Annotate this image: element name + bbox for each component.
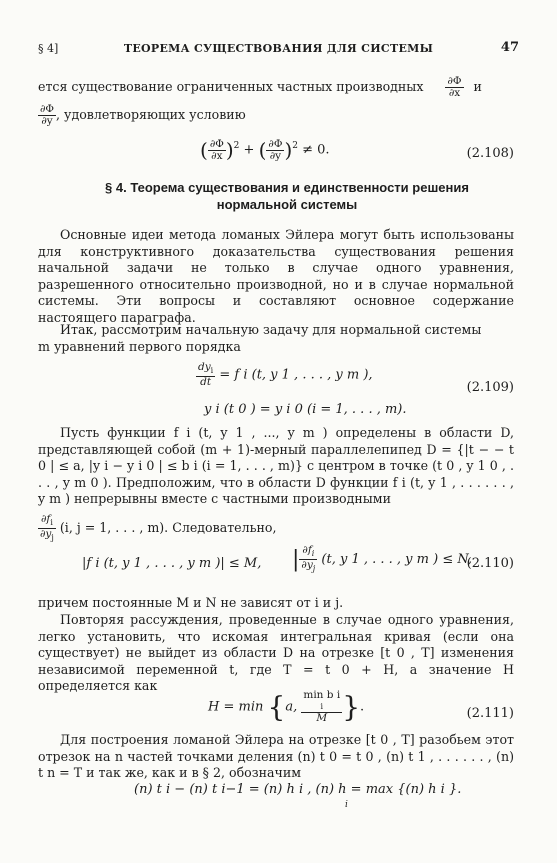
- section-heading: [60, 179, 514, 213]
- equation-number: (2.108): [466, 146, 514, 161]
- header-title: ТЕОРЕМА СУЩЕСТВОВАНИЯ ДЛЯ СИСТЕМЫ: [123, 42, 434, 55]
- equation-2-109-line1: $\frac{dy_i}{dt}$ = f i (t, y 1 , . . . , y m ),: [198, 361, 373, 389]
- equation-2-108: ( $\frac{\partial\Phi}{\partial x}$ )$^2$ + ( $\frac{\partial\Phi}{\partial y}$ )$^2$ ≠ 0.: [200, 137, 330, 162]
- equation-step-lengths: (n) t i − (n) t i−1 = (n) h i , (n) h = max {(n) h i }.: [134, 782, 462, 797]
- section-title-line: § 4. Теорема существования и единственности решения: [105, 180, 469, 195]
- fraction-dphi-dx: $\frac{\partial\Phi}{\partial x}$: [447, 75, 462, 99]
- text-word: и: [473, 79, 482, 94]
- paragraph-functions: Пусть функции f i (t, y 1 , ..., y m ) определены в области D, представляющей собой (m + 1)-мерный параллелепипед D = {|t − − t 0 | ≤ a, |y i − y i 0 | ≤ b i (i = 1, . . . , m)} с центром в точке (t 0 , y 1 0 , . . . , y m 0 ). Предположим, что в области D функции f i (t, y 1 , . . . . . . , y m ) непрерывны вместе с частными производными: [38, 425, 514, 507]
- paragraph-consider-2: m уравнений первого порядка: [38, 339, 241, 354]
- paragraph-repeat: Повторяя рассуждения, проведенные в случае одного уравнения, легко установить, что искомая интегральная кривая (если она существует) не выйдет из области D на отрезке [t 0 , T] изменения независимой переменной t, где T = t 0 + H, а значение H определяется как: [38, 612, 514, 694]
- text-line: ется существование ограниченных частных производных: [38, 79, 424, 94]
- paragraph-functions-tail: [38, 514, 514, 543]
- section-title-line: нормальной системы: [216, 197, 358, 212]
- equation-2-111: H = min {a, min b i i M }.: [208, 689, 365, 724]
- equation-number: (2.110): [466, 556, 514, 571]
- equation-2-109-line2: y i (t 0 ) = y i 0 (i = 1, . . . , m).: [204, 402, 407, 417]
- text-line: Итак, рассмотрим начальную задачу для нормальной системы: [60, 322, 482, 337]
- paragraph-top-2: [38, 104, 514, 127]
- fraction-dphi-dy: $\frac{\partial\Phi}{\partial y}$: [268, 137, 283, 162]
- fraction-dphi-dx: $\frac{\partial\Phi}{\partial x}$: [209, 137, 224, 162]
- paragraph-consider: [38, 322, 514, 339]
- header-section: § 4]: [38, 42, 59, 55]
- paragraph-top: [38, 76, 514, 99]
- running-header: [38, 42, 519, 56]
- paragraph-intro: Основные идеи метода ломаных Эйлера могут быть использованы для конструктивного доказательства существования решения начальной задачи не только в случае одного уравнения, разрешенного относительно производной, но и в случае нормальной системы. Эти вопросы и составляют основное содержание настоящего параграфа.: [38, 227, 514, 325]
- equation-number: (2.109): [466, 380, 514, 395]
- equation-max-sub: i: [345, 800, 348, 810]
- page-number: 47: [500, 40, 519, 55]
- equation-number: (2.111): [466, 706, 514, 721]
- paragraph-build: Для построения ломаной Эйлера на отрезке [t 0 , T] разобьем этот отрезок на n частей точками деления (n) t 0 = t 0 , (n) t 1 , . . . . . . , (n) t n = T и так же, как и в § 2, обозначим: [38, 732, 514, 781]
- fraction-minb-m: min b i i M: [303, 689, 341, 724]
- fraction-dyi-dt: $\frac{dy_i}{dt}$: [198, 361, 214, 389]
- equation-2-110-right: | $\frac{\partial f_i}{\partial y_j}$ (t, y 1 , . . . , y m ) ≤ N,: [292, 544, 473, 574]
- fraction-dfi-dyj: $\frac{\partial f_i}{\partial y_j}$: [40, 513, 54, 543]
- text-line: , удовлетворяющих условию: [56, 107, 246, 122]
- fraction-dfi-dyj: $\frac{\partial f_i}{\partial y_j}$: [301, 544, 316, 574]
- equation-2-110-left: |f i (t, y 1 , . . . , y m )| ≤ M,: [82, 556, 262, 571]
- paragraph-constants: причем постоянные M и N не зависят от i и j.: [38, 595, 344, 610]
- fraction-dphi-dy: $\frac{\partial\Phi}{\partial y}$: [40, 103, 55, 127]
- text-line: (i, j = 1, . . . , m). Следовательно,: [59, 520, 277, 536]
